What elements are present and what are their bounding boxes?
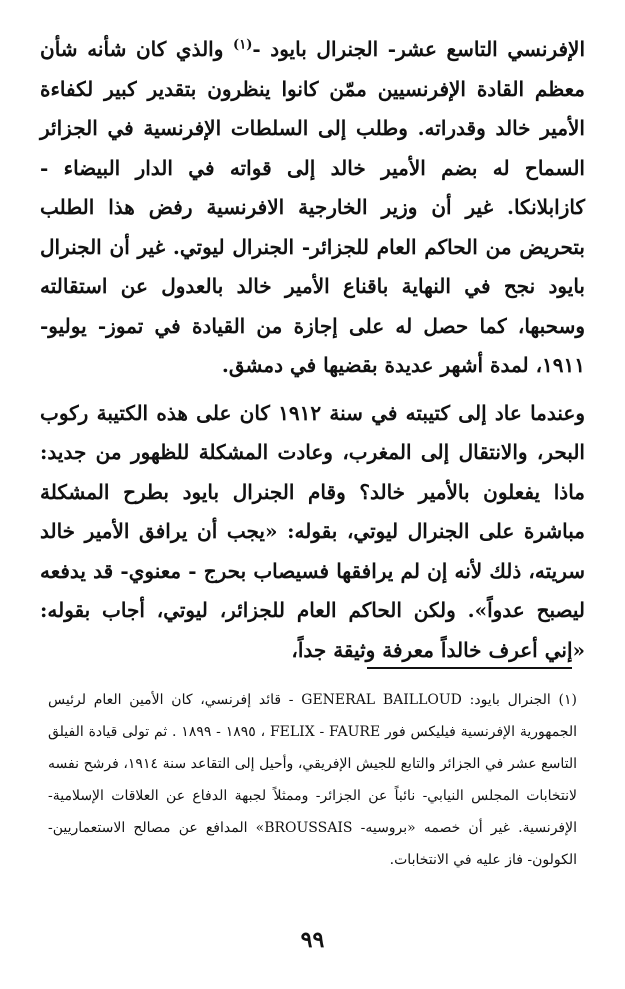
footnote-divider <box>367 667 572 669</box>
paragraph-1-part-b: والذي كان شأنه شأن معظم القادة الإفرنسيين ممّن كانوا ينظرون بتقدير كبير لكفاءة الأمير خالد وقدراته. وطلب إلى السلطات الإفرنسية في الجزائر السماح له بضم الأمير خالد إلى قواته في الدار البيضاء - كازابلانكا. غير أن وزير الخارجية الافرنسية رفض هذا الطلب بتحريض من الحاكم العام للجزائر- الجنرال ليوتي. غير أن الجنرال بايود نجح في النهاية باقناع الأمير خالد بالعدول عن استقالته وسحبها، كما حصل له على إجازة من القيادة في تموز- يوليو- ١٩١١، لمدة أشهر عديدة بقضيها في دمشق. <box>40 37 585 377</box>
footnote-text: (١) الجنرال بايود: GENERAL BAILLOUD - قائد إفرنسي، كان الأمين العام لرئيس الجمهورية الإفرنسية فيليكس فور FELIX - FAURE ، ١٨٩٥ - ١٨٩٩ . ثم تولى قيادة الفيلق التاسع عشر في الجزائر والتابع للجيش الإفريقي، وأحيل إلى التقاعد سنة ١٩١٤، فرشح نفسه لانتخابات المجلس النيابي- نائباً عن الجزائر- وممثلاً لجبهة الدفاع عن العلاقات الإسلامية- الإفرنسية. غير أن خصمه «بروسيه- BROUSSAIS» المدافع عن مصالح الاستعماريين- الكولون- فاز عليه في الانتخابات. <box>48 692 578 868</box>
paragraph-1 <box>40 30 585 386</box>
paragraph-1-part-a: الإفرنسي التاسع عشر- الجنرال بايود - <box>252 37 586 61</box>
footnote-block <box>48 684 577 876</box>
main-text <box>40 30 585 670</box>
paragraph-2: وعندما عاد إلى كتيبته في سنة ١٩١٢ كان على هذه الكتيبة ركوب البحر، والانتقال إلى المغرب، وعادت المشكلة للظهور من جديد: ماذا يفعلون بالأمير خالد؟ وقام الجنرال بايود بطرح المشكلة مباشرة على الجنرال ليوتي، بقوله: «يجب أن يرافق الأمير خالد سريته، ذلك لأنه إن لم يرافقها فسيصاب بحرج - معنوي- قد يدفعه ليصبح عدواً». ولكن الحاكم العام للجزائر، ليوتي، أجاب بقوله: «إني أعرف خالداً معرفة وثيقة جداً، <box>40 400 585 662</box>
page-number: ٩٩ <box>300 927 325 953</box>
footnote-reference: (١) <box>233 37 253 53</box>
